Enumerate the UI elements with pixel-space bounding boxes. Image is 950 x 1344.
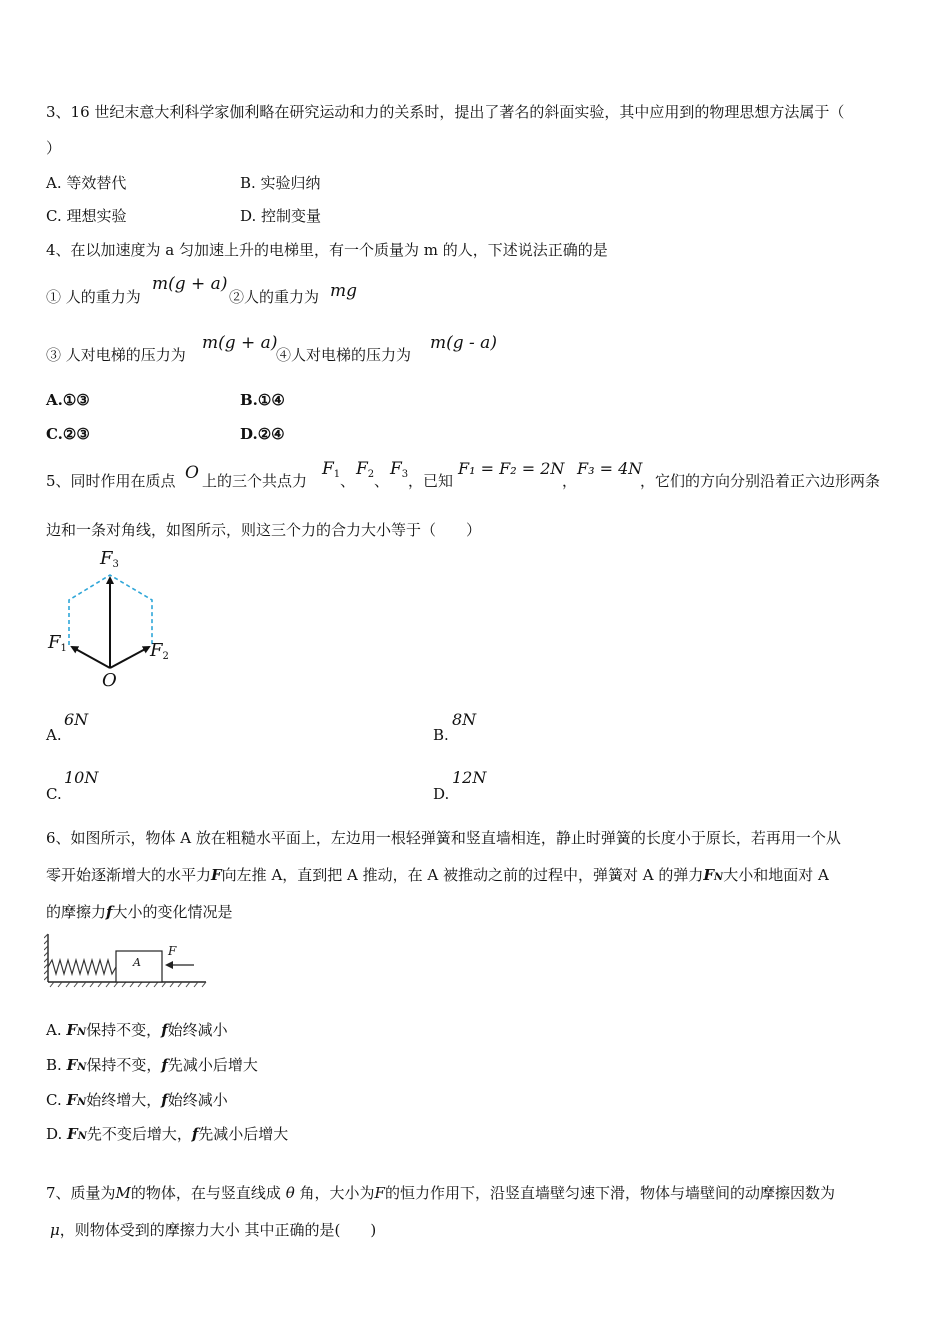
q6-stem-line2: 零开始逐渐增大的水平力F向左推 A，直到把 A 推动，在 A 被推动之前的过程中，弹簧对 A 的弹力FN大小和地面对 A: [46, 866, 829, 884]
q6-stem-line1: 6、如图所示，物体 A 放在粗糙水平面上，左边用一根轻弹簧和竖直墙相连，静止时弹簧的长度小于原长，若再用一个从: [46, 829, 841, 847]
figure-label-f2: $F_2$: [150, 640, 169, 662]
q5-condition-2: F₃ = 4N: [577, 459, 643, 478]
q4-statement-1-label: ① 人的重力为: [46, 288, 141, 306]
q6-option-d: D. FN先不变后增大，f先减小后增大: [46, 1125, 289, 1143]
force-label-f: F: [168, 944, 177, 958]
q5-option-b-value: 8N: [452, 710, 477, 729]
figure-label-f3: $F_3$: [100, 548, 119, 570]
q6-option-c: C. FN始终增大，f始终减小: [46, 1091, 228, 1109]
q5-hexagon-figure: [44, 548, 184, 698]
q3-option-b: B. 实验归纳: [240, 174, 321, 192]
q6-stem-line3: 的摩擦力f大小的变化情况是: [46, 903, 233, 921]
q5-separator-1: 、: [340, 472, 356, 490]
q4-statement-1-expr: m(g + a): [152, 274, 228, 294]
q4-stem: 4、在以加速度为 a 匀加速上升的电梯里，有一个质量为 m 的人，下述说法正确的是: [46, 241, 608, 259]
figure-label-f1: $F_1$: [48, 632, 67, 654]
q4-option-a: A.①③: [46, 391, 90, 409]
q3-option-a: A. 等效替代: [46, 174, 127, 192]
spring: [48, 960, 116, 974]
q4-statement-2-expr: mg: [330, 281, 358, 301]
q5-stem-part4: ，它们的方向分别沿着正六边形两条: [640, 472, 881, 490]
figure-label-origin: O: [102, 670, 117, 691]
q5-option-c-letter: C.: [46, 785, 62, 803]
block-label-a: A: [133, 956, 141, 969]
q6-spring-figure: [44, 932, 208, 990]
q5-condition-1: F₁ = F₂ = 2N: [458, 459, 565, 478]
q5-stem-line2: 边和一条对角线，如图所示，则这三个力的合力大小等于（ ）: [46, 521, 482, 539]
q5-option-c-value: 10N: [64, 768, 99, 787]
q5-option-d-letter: D.: [433, 785, 450, 803]
q4-option-d: D.②④: [240, 425, 285, 443]
q7-stem-line2: μ，则物体受到的摩擦力大小 其中正确的是( ): [50, 1221, 377, 1239]
q6-option-b: B. FN保持不变，f先减小后增大: [46, 1056, 258, 1074]
q5-option-b-letter: B.: [433, 726, 449, 744]
q4-statement-4-expr: m(g - a): [430, 333, 497, 353]
force-f1-arrow: [72, 647, 110, 668]
q5-option-a-value: 6N: [64, 710, 89, 729]
force-f2-arrow: [110, 647, 149, 668]
q5-force-f3: $F_3$: [390, 459, 409, 480]
q4-option-c: C.②③: [46, 425, 90, 443]
q5-point-o: O: [185, 463, 199, 483]
q3-stem-line2: ）: [46, 139, 62, 157]
q5-stem-part2: 上的三个共点力: [202, 472, 308, 490]
q5-force-f2: $F_2$: [356, 459, 375, 480]
q7-stem-line1: 7、质量为M的物体，在与竖直线成 θ 角，大小为F的恒力作用下，沿竖直墙壁匀速下滑，物体与墙壁间的动摩擦因数为: [46, 1184, 835, 1202]
q5-force-f1: $F_1$: [322, 459, 341, 480]
q5-stem-part1: 5、同时作用在质点: [46, 472, 176, 490]
q4-statement-2-label: ②人的重力为: [229, 288, 320, 306]
q4-statement-4-label: ④人对电梯的压力为: [276, 346, 412, 364]
q5-option-a-letter: A.: [46, 726, 62, 744]
q3-option-d: D. 控制变量: [240, 207, 322, 225]
q6-option-a: A. FN保持不变，f始终减小: [46, 1021, 228, 1039]
q3-stem-line1: 3、16 世纪末意大利科学家伽利略在研究运动和力的关系时，提出了著名的斜面实验，其中应用到的物理思想方法属于（: [46, 103, 845, 121]
q4-option-b: B.①④: [240, 391, 285, 409]
q4-statement-3-expr: m(g + a): [202, 333, 278, 353]
q5-option-d-value: 12N: [452, 768, 487, 787]
q3-option-c: C. 理想实验: [46, 207, 127, 225]
q5-stem-part3: ，已知: [408, 472, 454, 490]
q5-comma: ，: [562, 472, 578, 490]
q5-separator-2: 、: [374, 472, 390, 490]
q4-statement-3-label: ③ 人对电梯的压力为: [46, 346, 186, 364]
force-f-arrow-head: [165, 961, 173, 969]
